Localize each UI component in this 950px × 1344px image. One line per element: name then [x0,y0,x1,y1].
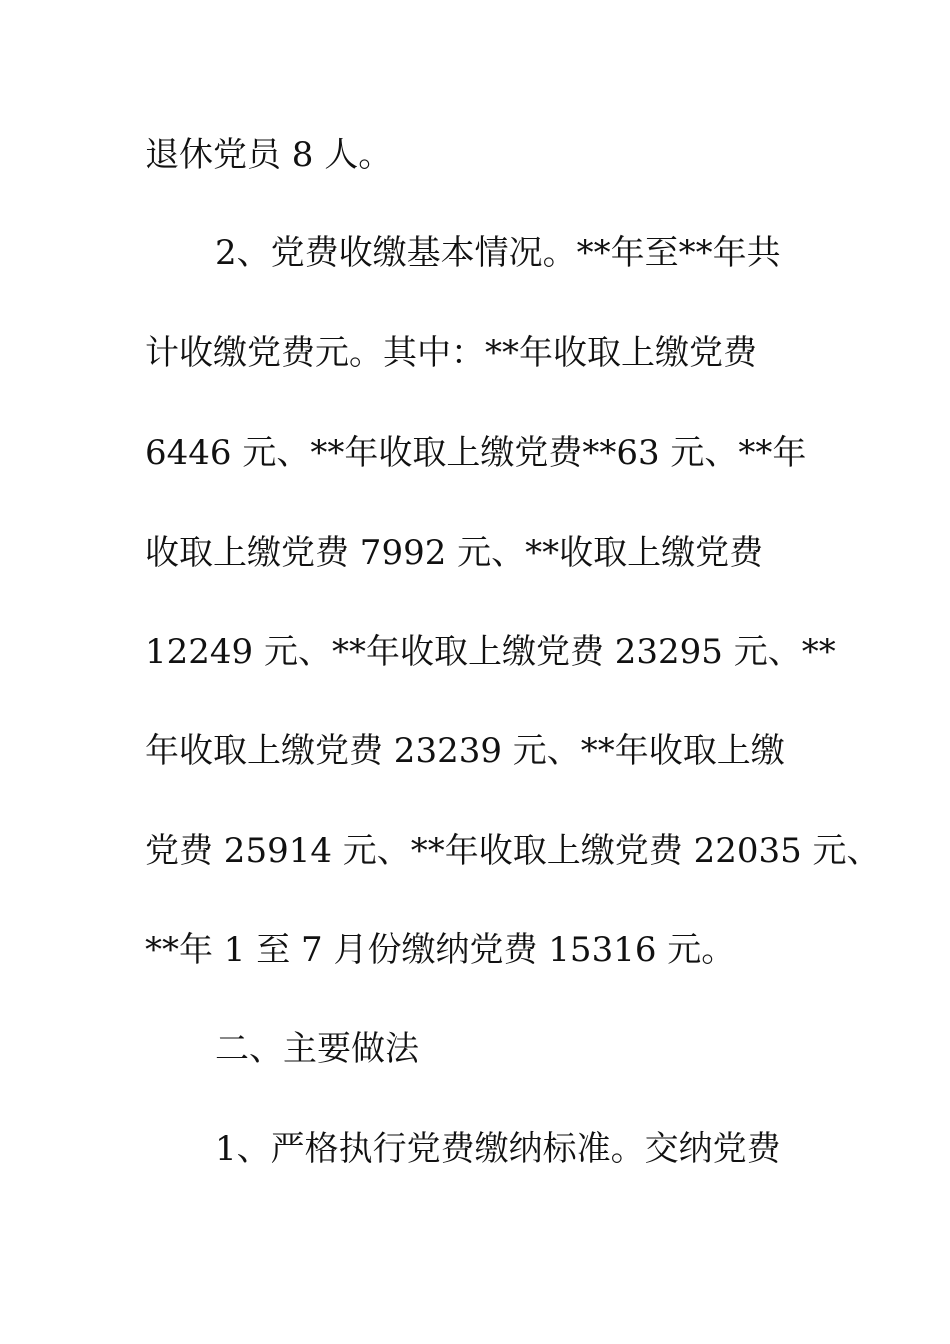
text-line-6: 12249 元、**年收取上缴党费 23295 元、** [145,632,836,672]
text-line-4: 6446 元、**年收取上缴党费**63 元、**年 [145,433,807,473]
text-line-11: 1、严格执行党费缴纳标准。交纳党费 [215,1129,781,1169]
text-line-1: 退休党员 8 人。 [145,135,393,175]
text-line-9: **年 1 至 7 月份缴纳党费 15316 元。 [145,930,736,970]
text-line-7: 年收取上缴党费 23239 元、**年收取上缴 [145,731,785,771]
text-line-8: 党费 25914 元、**年收取上缴党费 22035 元、 [145,831,881,871]
text-line-5: 收取上缴党费 7992 元、**收取上缴党费 [145,533,764,573]
text-line-2: 2、党费收缴基本情况。**年至**年共 [215,233,781,273]
section-heading: 二、主要做法 [215,1029,419,1069]
text-line-3: 计收缴党费元。其中：**年收取上缴党费 [145,333,757,373]
